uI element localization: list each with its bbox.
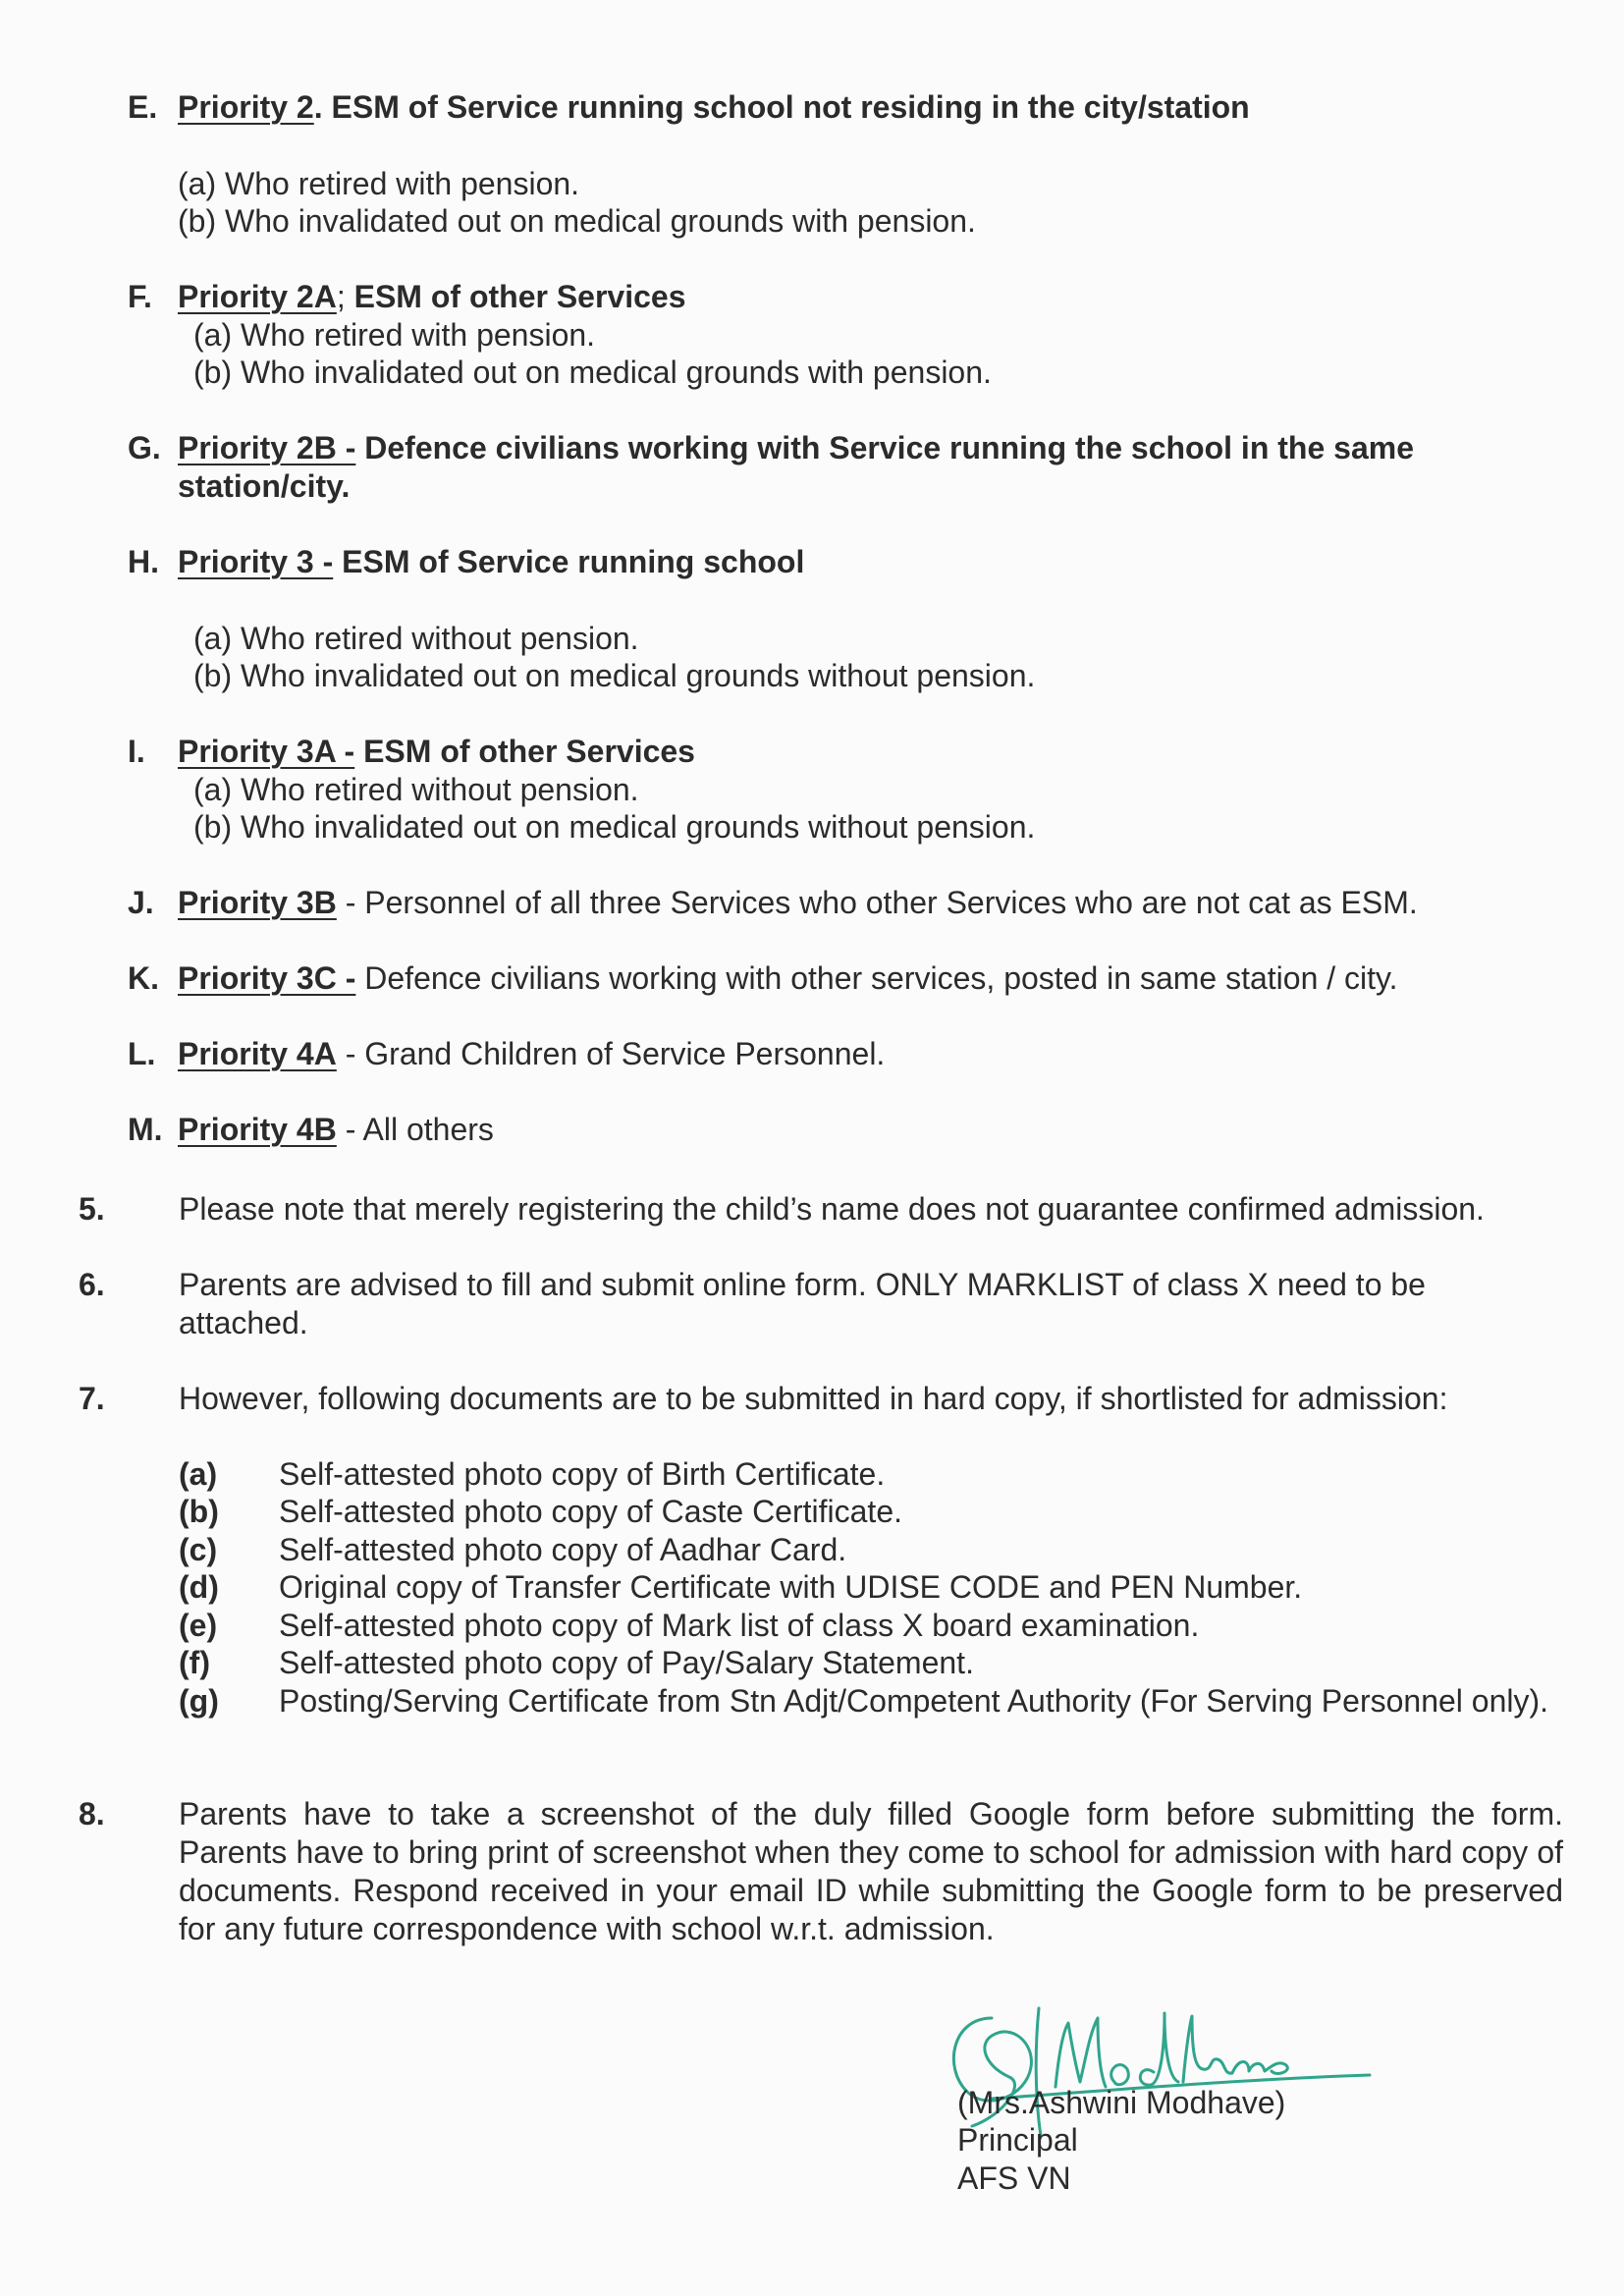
priority-heading: [178, 884, 1418, 922]
priority-label: Priority 3B: [178, 885, 337, 920]
priority-separator: .: [313, 89, 323, 125]
priority-description: ESM of other Services: [345, 279, 686, 314]
priority-description: Defence civilians working with Service running the school in the same: [355, 430, 1414, 465]
priority-label: Priority 2A: [178, 279, 337, 314]
priority-description: - Grand Children of Service Personnel.: [336, 1036, 886, 1071]
sub-item: (b) Who invalidated out on medical grounds with pension.: [193, 355, 992, 390]
sub-item: (a) Who retired with pension.: [178, 166, 580, 201]
document-key: (a): [179, 1456, 218, 1492]
item-letter: L.: [128, 1036, 156, 1071]
priority-heading: [178, 1035, 885, 1073]
priority-label: Priority 2: [178, 89, 314, 125]
priority-description: - Personnel of all three Services who other Services who are not cat as ESM.: [336, 885, 1418, 920]
item-letter: M.: [128, 1112, 163, 1147]
document-key: (f): [179, 1645, 210, 1680]
point-text: However, following documents are to be submitted in hard copy, if shortlisted for admission:: [179, 1381, 1448, 1416]
priority-heading: [178, 278, 686, 316]
document-text: Self-attested photo copy of Birth Certificate.: [279, 1456, 886, 1492]
point-text: Parents are advised to fill and submit online form. ONLY MARKLIST of class X need to be attached.: [179, 1267, 1426, 1340]
school-name: AFS VN: [957, 2160, 1071, 2196]
document-key: (d): [179, 1569, 219, 1605]
priority-heading: [178, 733, 695, 771]
document-key: (b): [179, 1494, 219, 1529]
priority-heading: [178, 959, 1398, 998]
document-text: Original copy of Transfer Certificate with UDISE CODE and PEN Number.: [279, 1569, 1303, 1605]
point-text: Parents have to take a screenshot of the duly filled Google form before submitting the form. Parents have to bring print of screenshot when they come to school for admission with hard copy of documents. Respond received in your email ID while submitting the Google form to be preserved for any future correspondence with school w.r.t. admission.: [179, 1796, 1563, 1946]
sub-item: (a) Who retired with pension.: [193, 317, 596, 353]
priority-label: Priority 4A: [178, 1036, 337, 1071]
priority-label: Priority 4B: [178, 1112, 337, 1147]
priority-heading: [178, 88, 1250, 127]
point-number: 5.: [79, 1191, 105, 1227]
priority-description-cont: station/city.: [178, 468, 351, 504]
priority-label: Priority 2B -: [178, 430, 356, 465]
priority-description: - All others: [336, 1112, 494, 1147]
document-text: Self-attested photo copy of Aadhar Card.: [279, 1532, 847, 1567]
priority-heading: [178, 429, 1414, 467]
point-text: Please note that merely registering the child’s name does not guarantee confirmed admission.: [179, 1191, 1485, 1227]
item-letter: E.: [128, 89, 158, 125]
sub-item: (b) Who invalidated out on medical grounds without pension.: [193, 658, 1036, 693]
item-letter: I.: [128, 734, 145, 769]
sub-item: (b) Who invalidated out on medical grounds without pension.: [193, 809, 1036, 845]
priority-label: Priority 3 -: [178, 544, 334, 579]
point-number: 8.: [79, 1796, 105, 1831]
priority-description: ESM of Service running school not residing in the city/station: [322, 89, 1250, 125]
document-text: Self-attested photo copy of Caste Certificate.: [279, 1494, 902, 1529]
signatory-name: (Mrs.Ashwini Modhave): [957, 2085, 1286, 2120]
priority-heading: [178, 543, 804, 581]
item-letter: K.: [128, 960, 159, 996]
point-number: 6.: [79, 1267, 105, 1302]
priority-label: Priority 3A -: [178, 734, 355, 769]
priority-description: ESM of other Services: [354, 734, 695, 769]
priority-separator: ;: [336, 279, 346, 314]
priority-heading: [178, 1111, 494, 1149]
document-text: Self-attested photo copy of Pay/Salary Statement.: [279, 1645, 974, 1680]
document-text: Self-attested photo copy of Mark list of class X board examination.: [279, 1608, 1200, 1643]
document-key: (g): [179, 1683, 219, 1719]
item-letter: F.: [128, 279, 152, 314]
item-letter: H.: [128, 544, 159, 579]
priority-label: Priority 3C -: [178, 960, 356, 996]
sub-item: (a) Who retired without pension.: [193, 621, 639, 656]
item-letter: J.: [128, 885, 154, 920]
priority-description: Defence civilians working with other services, posted in same station / city.: [355, 960, 1398, 996]
document-key: (c): [179, 1532, 218, 1567]
signatory-designation: Principal: [957, 2122, 1078, 2158]
sub-item: (b) Who invalidated out on medical grounds with pension.: [178, 203, 976, 239]
item-letter: G.: [128, 430, 161, 465]
sub-item: (a) Who retired without pension.: [193, 772, 639, 807]
document-text: Posting/Serving Certificate from Stn Adjt/Competent Authority (For Serving Personnel only).: [279, 1683, 1549, 1719]
document-key: (e): [179, 1608, 218, 1643]
point-number: 7.: [79, 1381, 105, 1416]
priority-description: ESM of Service running school: [333, 544, 805, 579]
